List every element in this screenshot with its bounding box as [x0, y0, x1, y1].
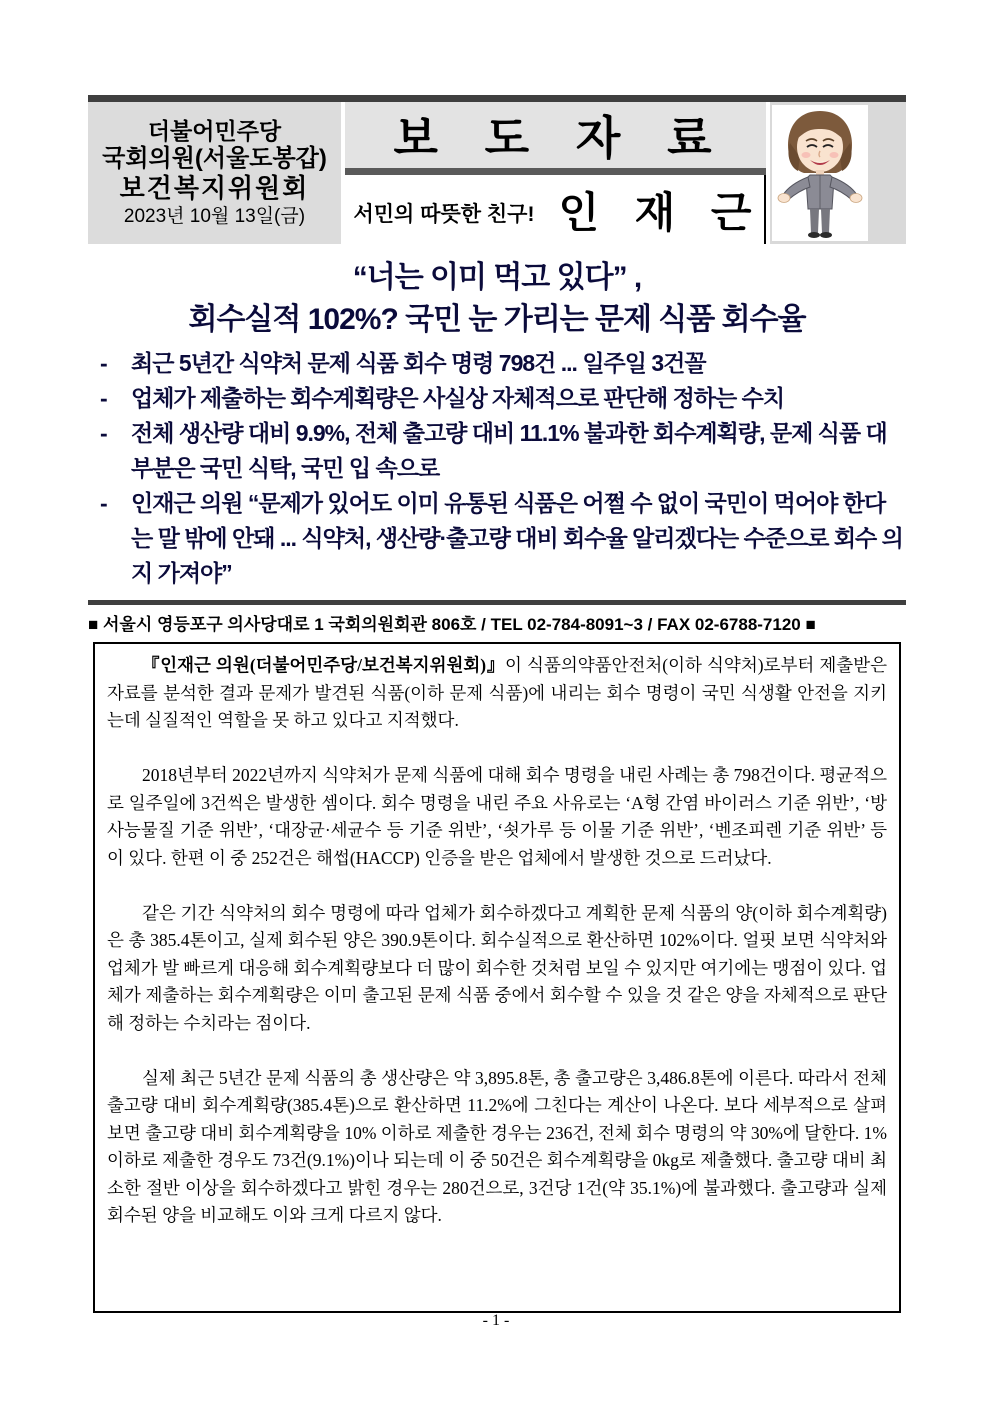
summary-bullet [88, 346, 906, 381]
bullet-text: 최근 5년간 식약처 문제 식품 회수 명령 798건 ... 일주일 3건꼴 [131, 350, 706, 376]
summary-bullets [88, 346, 906, 591]
bullet-dash: - [100, 385, 107, 411]
bullet-text: 인재근 의원 “문제가 있어도 이미 유통된 식품은 어쩔 수 없이 국민이 먹어야 한다는 말 밖에 안돼 ... 식약처, 생산량·출고량 대비 회수율 알리겠다는 수준으로 회수 의지 가져야” [131, 490, 903, 586]
bullet-dash: - [100, 490, 107, 516]
person-caricature-icon [774, 107, 866, 239]
committee-name: 보건복지위원회 [119, 173, 310, 204]
party-name: 더불어민주당 [147, 117, 282, 144]
body-paragraph: 실제 최근 5년간 문제 식품의 총 생산량은 약 3,895.8톤, 총 출고량은 3,486.8톤에 이른다. 따라서 전체 출고량 대비 회수계획량(385.4톤)으로 환산하면 11.2%에 그친다는 계산이 나온다. 보다 세부적으로 살펴보면 출고량 대비 회수계획량을 10% 이하로 제출한 경우는 236건, 전체 회수 명령의 약 30%에 달한다. 1% 이하로 제출한 경우도 73건(9.1%)이나 되는데 이 중 50건은 회수계획량을 0kg로 제출했다. 출고량 대비 최소한 절반 이상을 회수하겠다고 밝힌 경우는 280건으로, 3건당 1건(약 35.1%)에 불과했다. 출고량과 실제 회수된 양을 비교해도 이와 크게 다르지 않다. [107, 1067, 887, 1225]
member-name: 인 재 근 [558, 189, 756, 236]
bullet-text: 업체가 제출하는 회수계획량은 사실상 자체적으로 판단해 정하는 수치 [131, 385, 785, 411]
contact-divider-bar [88, 600, 906, 605]
page-number: - 1 - [482, 1312, 510, 1329]
masthead-center-cell [345, 102, 770, 244]
bullet-dash: - [100, 420, 107, 446]
masthead [88, 95, 906, 244]
body-paragraph: 『인재근 의원(더불어민주당/보건복지위원회)』이 식품의약품안전처(이하 식약처)로부터 제출받은 자료를 분석한 결과 문제가 발견된 식품(이하 문제 식품)에 내리는 회수 명령이 국민 식생활 안전을 지키는데 실질적인 역할을 못 하고 있다고 지적했다. [107, 655, 887, 730]
masthead-divider [345, 168, 766, 175]
masthead-org-cell [88, 102, 345, 244]
body-paragraph-lead: 『인재근 의원(더불어민주당/보건복지위원회)』 [142, 655, 506, 675]
headline-line-2: 회수실적 102%? 국민 눈 가리는 문제 식품 회수율 [188, 303, 806, 336]
masthead-top-bar [88, 95, 906, 102]
member-district: 국회의원(서울도봉갑) [102, 144, 327, 172]
bullet-text: 전체 생산량 대비 9.9%, 전체 출고량 대비 11.1% 불과한 회수계획량, 문제 식품 대부분은 국민 식탁, 국민 입 속으로 [131, 420, 887, 481]
body-paragraph: 2018년부터 2022년까지 식약처가 문제 식품에 대해 회수 명령을 내린 사례는 총 798건이다. 평균적으로 일주일에 3건씩은 발생한 셈이다. 회수 명령을 내린 주요 사유로는 ‘A형 간염 바이러스 기준 위반’, ‘방사능물질 기준 위반’, ‘대장균·세균수 등 기준 위반’, ‘쇳가루 등 이물 기준 위반’, ‘벤조피렌 기준 위반’ 등이 있다. 한편 이 중 252건은 해썹(HACCP) 인증을 받은 업체에서 발생한 것으로 드러났다. [107, 765, 887, 868]
slogan-text: 서민의 따뜻한 친구! [353, 203, 535, 226]
masthead-photo-cell [770, 102, 906, 244]
headline [88, 257, 906, 341]
contact-info: ■ 서울시 영등포구 의사당대로 1 국회의원회관 806호 / TEL 02-784-8091~3 / FAX 02-6788-7120 ■ [88, 615, 816, 634]
summary-bullet [88, 416, 906, 486]
press-release-page [88, 0, 906, 1313]
doc-type-title: 보 도 자 료 [345, 102, 766, 168]
bullet-dash: - [100, 350, 107, 376]
release-date: 2023년 10월 13일(금) [123, 205, 306, 227]
summary-bullet [88, 381, 906, 416]
summary-bullet [88, 486, 906, 591]
headline-line-1: “너는 이미 먹고 있다” , [352, 261, 642, 294]
press-release-body [93, 642, 901, 1313]
portrait-photo [772, 105, 868, 241]
body-paragraph: 같은 기간 식약처의 회수 명령에 따라 업체가 회수하겠다고 계획한 문제 식품의 양(이하 회수계획량)은 총 385.4톤이고, 실제 회수된 양은 390.9톤이다. 회수실적으로 환산하면 102%이다. 얼핏 보면 식약처와 업체가 발 빠르게 대응해 회수계획량보다 더 많이 회수한 것처럼 보일 수 있지만 여기에는 맹점이 있다. 업체가 제출하는 회수계획량은 이미 출고된 문제 식품 중에서 회수할 수 있을 것 같은 양을 자체적으로 판단해 정하는 수치라는 점이다. [107, 902, 888, 1033]
member-name-cell [345, 175, 766, 244]
